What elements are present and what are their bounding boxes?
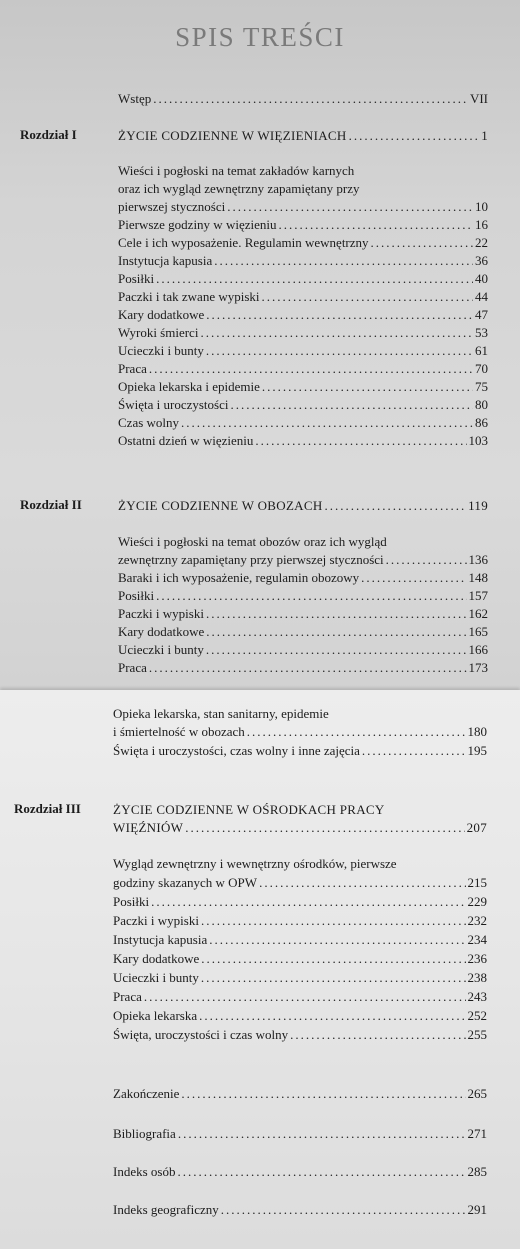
entry-label: Ucieczki i bunty xyxy=(118,343,204,358)
leader-dots xyxy=(290,1026,465,1043)
entry-page: 285 xyxy=(467,1164,487,1179)
entry-label: Paczki i wypiski xyxy=(113,913,199,928)
toc-entry xyxy=(113,1007,487,1024)
leader-dots xyxy=(247,723,466,740)
entry-page: 207 xyxy=(466,820,487,835)
entry-page: 166 xyxy=(468,642,488,657)
toc-entry xyxy=(118,342,488,359)
entry-page: 271 xyxy=(467,1126,487,1141)
chapter-3-first-entry xyxy=(113,874,487,891)
chapter-2-label: Rozdział II xyxy=(20,497,82,512)
entry-page: 70 xyxy=(475,361,488,376)
page-title: SPIS TREŚCI xyxy=(175,22,345,52)
leader-dots xyxy=(278,216,473,233)
entry-page: 243 xyxy=(467,989,487,1004)
leader-dots xyxy=(144,988,466,1005)
leader-dots xyxy=(386,551,467,568)
toc-entry-bibliography xyxy=(113,1125,487,1142)
toc-entry xyxy=(113,1026,487,1043)
toc-entry xyxy=(118,414,488,431)
leader-dots xyxy=(200,324,473,341)
leader-dots xyxy=(149,659,467,676)
leader-dots xyxy=(201,950,465,967)
chapter-1-first-line-2: oraz ich wygląd zewnętrzny zapamiętany przy xyxy=(118,181,360,196)
entry-label: Święta, uroczystości i czas wolny xyxy=(113,1027,289,1042)
entry-page: 255 xyxy=(467,1027,487,1042)
toc-entry xyxy=(113,931,487,948)
entry-page: 265 xyxy=(467,1086,487,1101)
entry-label: Ucieczki i bunty xyxy=(118,642,204,657)
toc-entry xyxy=(118,378,488,395)
leader-dots xyxy=(325,497,467,514)
chapter-3-label: Rozdział III xyxy=(14,801,81,816)
entry-label: Opieka lekarska i epidemie xyxy=(118,379,260,394)
entry-page: 40 xyxy=(475,271,488,286)
entry-label: Kary dodatkowe xyxy=(118,307,205,322)
toc-entry xyxy=(113,969,487,986)
entry-page: 234 xyxy=(467,932,487,947)
leader-dots xyxy=(259,874,465,891)
entry-label: Posiłki xyxy=(118,271,155,286)
leader-dots xyxy=(262,288,473,305)
entry-page: 215 xyxy=(467,875,487,890)
leader-dots xyxy=(178,1125,466,1142)
chapter-3-first-line-1: Wygląd zewnętrzny i wewnętrzny ośrodków, pierwsze xyxy=(113,856,397,871)
entry-page: 53 xyxy=(475,325,488,340)
entry-label: ŻYCIE CODZIENNE W OBOZACH xyxy=(118,498,323,513)
chapter-3-title-line-1: ŻYCIE CODZIENNE W OŚRODKACH PRACY xyxy=(113,802,385,817)
entry-label: Kary dodatkowe xyxy=(118,624,205,639)
toc-entry xyxy=(118,605,488,622)
entry-label: Ucieczki i bunty xyxy=(113,970,199,985)
entry-label: Paczki i wypiski xyxy=(118,606,204,621)
entry-page: 165 xyxy=(468,624,488,639)
entry-label: Pierwsze godziny w więzieniu xyxy=(118,217,277,232)
chapter-2-medical-entry xyxy=(113,723,487,740)
entry-label: Posiłki xyxy=(118,588,155,603)
entry-page: 36 xyxy=(475,253,488,268)
leader-dots xyxy=(206,306,473,323)
toc-entry xyxy=(113,893,487,910)
leader-dots xyxy=(177,1163,465,1180)
leader-dots xyxy=(362,742,466,759)
entry-page: 236 xyxy=(467,951,487,966)
toc-entry xyxy=(118,288,488,305)
toc-entry-conclusion xyxy=(113,1085,487,1102)
toc-entry xyxy=(118,396,488,413)
entry-label: Praca xyxy=(113,989,142,1004)
entry-label: Święta i uroczystości, czas wolny i inne zajęcia xyxy=(113,743,360,758)
entry-label: Wyroki śmierci xyxy=(118,325,199,340)
entry-page: 252 xyxy=(467,1008,487,1023)
entry-label: Cele i ich wyposażenie. Regulamin wewnętrzny xyxy=(118,235,369,250)
entry-page: 80 xyxy=(475,397,488,412)
entry-label: Ostatni dzień w więzieniu xyxy=(118,433,254,448)
entry-label: Kary dodatkowe xyxy=(113,951,200,966)
toc-entry xyxy=(118,432,488,449)
chapter-1-first-entry xyxy=(118,198,488,215)
entry-label: i śmiertelność w obozach xyxy=(113,724,245,739)
chapter-2-medical-line-1: Opieka lekarska, stan sanitarny, epidemie xyxy=(113,706,329,721)
entry-page: 47 xyxy=(475,307,488,322)
entry-page: 86 xyxy=(475,415,488,430)
toc-entry xyxy=(118,587,488,604)
entry-page: 162 xyxy=(468,606,488,621)
leader-dots xyxy=(349,127,480,144)
toc-entry xyxy=(118,306,488,323)
leader-dots xyxy=(201,912,466,929)
leader-dots xyxy=(206,605,467,622)
toc-entry xyxy=(118,360,488,377)
entry-page: 136 xyxy=(468,552,488,567)
entry-page: 232 xyxy=(467,913,487,928)
leader-dots xyxy=(199,1007,465,1024)
entry-label: Paczki i tak zwane wypiski xyxy=(118,289,260,304)
toc-entry-intro xyxy=(118,90,488,107)
entry-page: 1 xyxy=(481,128,488,143)
leader-dots xyxy=(201,969,466,986)
toc-entry xyxy=(118,270,488,287)
entry-label: Opieka lekarska xyxy=(113,1008,198,1023)
entry-page: 238 xyxy=(467,970,487,985)
toc-entry xyxy=(113,950,487,967)
leader-dots xyxy=(221,1201,466,1218)
entry-page: 61 xyxy=(475,343,488,358)
entry-label: ŻYCIE CODZIENNE W WIĘZIENIACH xyxy=(118,128,347,143)
entry-page: 173 xyxy=(468,660,488,675)
leader-dots xyxy=(371,234,473,251)
leader-dots xyxy=(153,90,468,107)
leader-dots xyxy=(361,569,466,586)
entry-label: Instytucja kapusia xyxy=(113,932,208,947)
entry-page: VII xyxy=(469,91,488,106)
leader-dots xyxy=(227,198,473,215)
leader-dots xyxy=(262,378,473,395)
toc-entry xyxy=(113,988,487,1005)
toc-entry xyxy=(118,252,488,269)
chapter-1-first-line-1: Wieści i pogłoski na temat zakładów karnych xyxy=(118,163,355,178)
entry-page: 44 xyxy=(475,289,488,304)
leader-dots xyxy=(151,893,465,910)
leader-dots xyxy=(206,342,473,359)
leader-dots xyxy=(209,931,465,948)
toc-entry xyxy=(118,659,488,676)
chapter-2-first-line-1: Wieści i pogłoski na temat obozów oraz ich wygląd xyxy=(118,534,387,549)
leader-dots xyxy=(181,414,473,431)
entry-label: Indeks geograficzny xyxy=(113,1202,219,1217)
entry-page: 195 xyxy=(467,743,487,758)
entry-label: Czas wolny xyxy=(118,415,180,430)
toc-entry xyxy=(113,912,487,929)
leader-dots xyxy=(181,1085,465,1102)
chapter-2-holidays-entry xyxy=(113,742,487,759)
entry-page: 148 xyxy=(468,570,488,585)
entry-label: Praca xyxy=(118,660,147,675)
toc-entry-index-persons xyxy=(113,1163,487,1180)
toc-entry xyxy=(118,623,488,640)
entry-page: 10 xyxy=(475,199,488,214)
entry-page: 119 xyxy=(468,498,488,513)
entry-label: Baraki i ich wyposażenie, regulamin obozowy xyxy=(118,570,360,585)
toc-entry xyxy=(118,324,488,341)
entry-page: 16 xyxy=(475,217,488,232)
entry-page: 229 xyxy=(467,894,487,909)
entry-label: Instytucja kapusia xyxy=(118,253,213,268)
entry-label: pierwszej styczności xyxy=(118,199,226,214)
entry-page: 75 xyxy=(475,379,488,394)
leader-dots xyxy=(149,360,473,377)
entry-label: Święta i uroczystości xyxy=(118,397,229,412)
toc-entry-index-geographic xyxy=(113,1201,487,1218)
toc-entry xyxy=(118,569,488,586)
leader-dots xyxy=(185,819,464,836)
chapter-1-title xyxy=(118,127,488,144)
entry-page: 22 xyxy=(475,235,488,250)
entry-label: Zakończenie xyxy=(113,1086,180,1101)
entry-label: Bibliografia xyxy=(113,1126,176,1141)
entry-page: 291 xyxy=(467,1202,487,1217)
toc-entry xyxy=(118,216,488,233)
leader-dots xyxy=(214,252,473,269)
chapter-1-label: Rozdział I xyxy=(20,127,77,142)
leader-dots xyxy=(156,587,466,604)
entry-label: Posiłki xyxy=(113,894,150,909)
chapter-2-title xyxy=(118,497,488,514)
entry-label: zewnętrzny zapamiętany przy pierwszej styczności xyxy=(118,552,384,567)
entry-page: 157 xyxy=(468,588,488,603)
leader-dots xyxy=(206,641,467,658)
toc-entry xyxy=(118,641,488,658)
leader-dots xyxy=(230,396,473,413)
entry-label: WIĘŹNIÓW xyxy=(113,820,184,835)
entry-page: 180 xyxy=(467,724,487,739)
leader-dots xyxy=(156,270,473,287)
chapter-2-first-entry xyxy=(118,551,488,568)
leader-dots xyxy=(206,623,466,640)
entry-label: godziny skazanych w OPW xyxy=(113,875,258,890)
entry-page: 103 xyxy=(468,433,488,448)
entry-label: Praca xyxy=(118,361,147,376)
chapter-3-title xyxy=(113,819,487,836)
leader-dots xyxy=(255,432,466,449)
entry-label: Indeks osób xyxy=(113,1164,176,1179)
toc-entry xyxy=(118,234,488,251)
entry-label: Wstęp xyxy=(118,91,152,106)
